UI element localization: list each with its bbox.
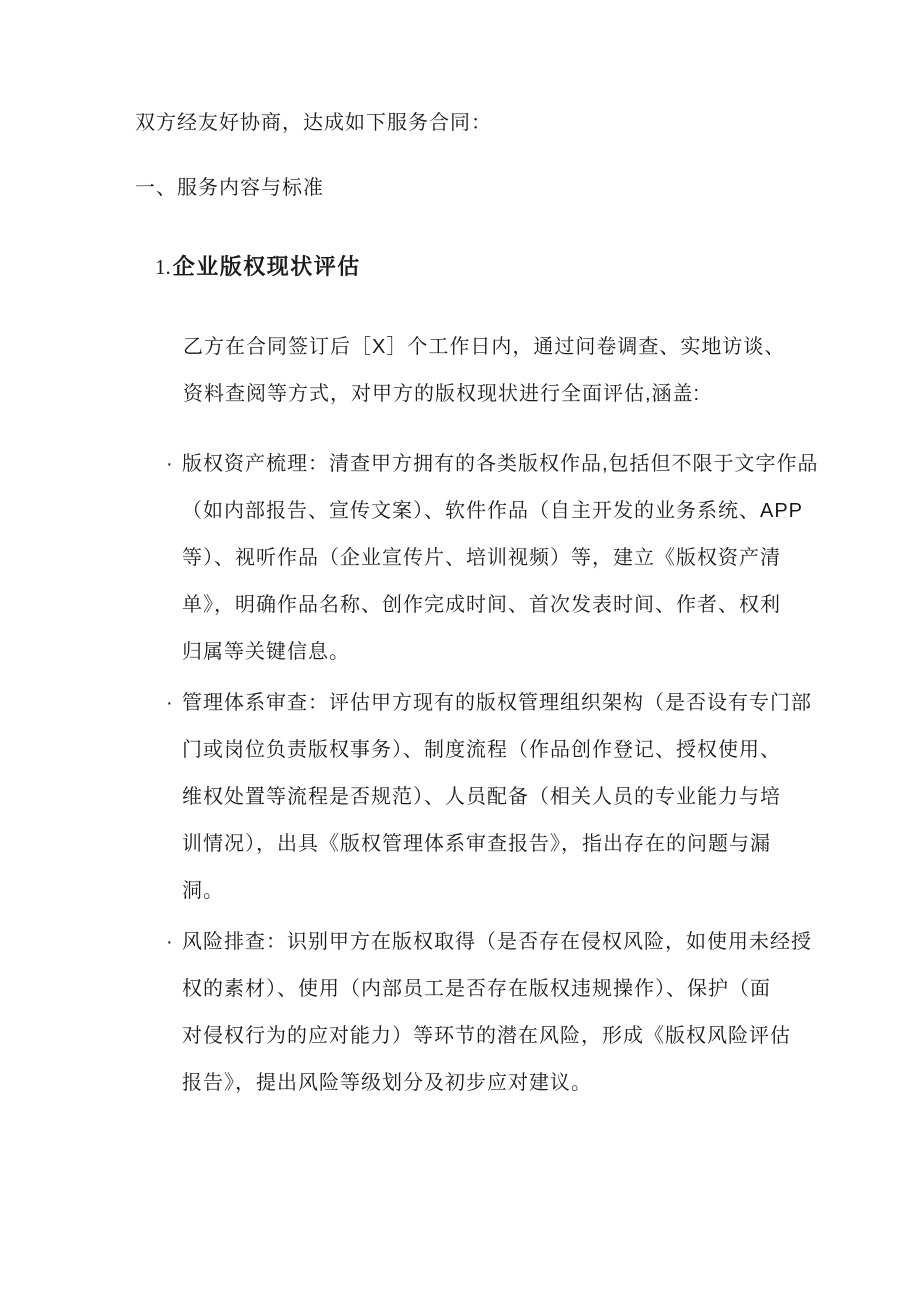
- bullet-line: 权的素材）、使用（内部员工是否存在版权违规操作）、保护（面: [182, 978, 771, 1000]
- bullet-line: 洞。: [182, 880, 224, 902]
- bullet-marker-icon: ·: [166, 931, 174, 953]
- paragraph-line: 资料查阅等方式，对甲方的版权现状进行全面评估,涵盖:: [183, 383, 701, 405]
- section-heading: 一、服务内容与标准: [135, 177, 324, 199]
- bullet-line: 归属等关键信息。: [182, 641, 350, 663]
- bullet-line: （如内部报告、宣传文案）、软件作品（自主开发的业务系统、APP: [182, 500, 804, 522]
- bullet-line: · 版权资产梳理：清查甲方拥有的各类版权作品,包括但不限于文字作品: [135, 441, 830, 488]
- scope-paragraph: [183, 324, 830, 418]
- subsection-number: 1.: [155, 255, 171, 279]
- bullet-line: 门或岗位负责版权事务）、制度流程（作品创作登记、授权使用、: [182, 739, 781, 761]
- bullet-item: [135, 919, 830, 1107]
- bullet-line: 维权处置等流程是否规范）、人员配备（相关人员的专业能力与培: [182, 786, 781, 808]
- bullet-item: [135, 680, 830, 915]
- bullet-item: [135, 441, 830, 676]
- bullet-line: · 风险排查：识别甲方在版权取得（是否存在侵权风险，如使用未经授: [135, 919, 830, 966]
- bullet-line: 训情况），出具《版权管理体系审查报告》，指出存在的问题与漏: [182, 833, 771, 855]
- bullet-list: [135, 441, 830, 1107]
- bullet-line: · 管理体系审查：评估甲方现有的版权管理组织架构（是否设有专门部: [135, 680, 830, 727]
- intro-paragraph: 双方经友好协商，达成如下服务合同：: [135, 112, 492, 134]
- bullet-marker-icon: ·: [166, 692, 174, 714]
- subsection-heading: [155, 242, 830, 292]
- bullet-marker-icon: ·: [166, 453, 174, 475]
- bullet-line: 单》，明确作品名称、创作完成时间、首次发表时间、作者、权利: [182, 594, 781, 616]
- bullet-line: 对侵权行为的应对能力）等环节的潜在风险，形成《版权风险评估: [182, 1025, 791, 1047]
- bullet-line: 等）、视听作品（企业宣传片、培训视频）等，建立《版权资产清: [182, 547, 781, 569]
- paragraph-line: 乙方在合同签订后［X］个工作日内，通过问卷调查、实地访谈、: [183, 336, 786, 358]
- bullet-line: 报告》，提出风险等级划分及初步应对建议。: [182, 1072, 592, 1094]
- subsection-title: 企业版权现状评估: [172, 254, 361, 279]
